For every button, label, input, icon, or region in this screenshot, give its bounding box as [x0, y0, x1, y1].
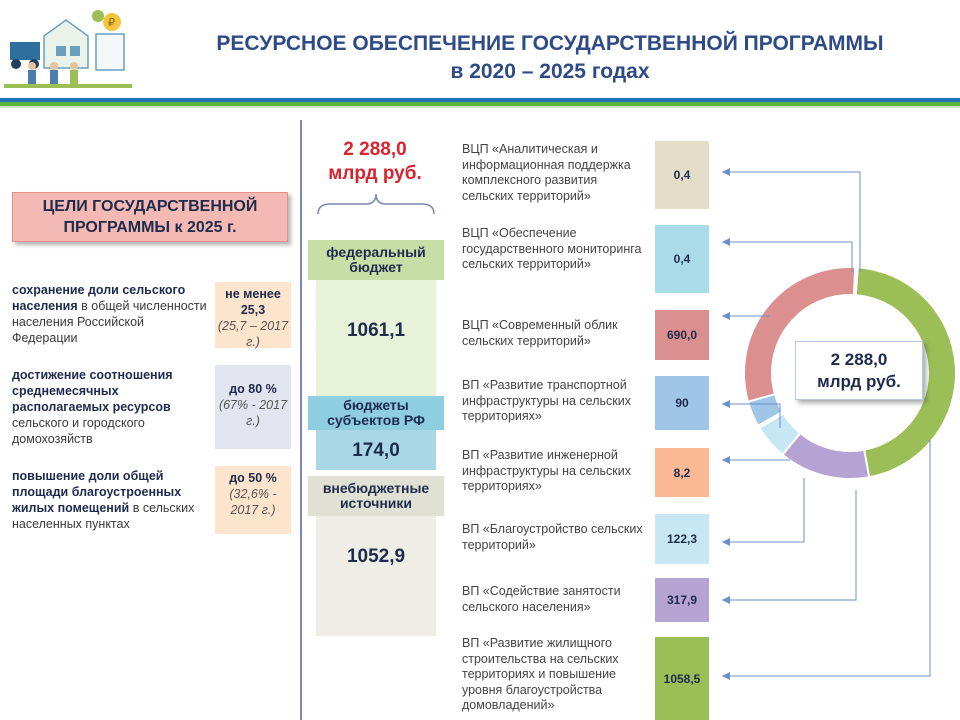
program-name: ВП «Содействие занятости сельского населения» — [462, 584, 621, 614]
goal-text-bold: повышение доли общей площади благоустроенных жилых помещений — [12, 469, 182, 515]
program-value-box: 122,3 — [655, 514, 709, 564]
federal-budget-label: федеральный бюджет — [308, 240, 444, 280]
program-value-box: 8,2 — [655, 448, 709, 497]
goal-text-rest: сельского и городского домохозяйств — [12, 416, 145, 446]
title-line-1: РЕСУРСНОЕ ОБЕСПЕЧЕНИЕ ГОСУДАРСТВЕННОЙ ПРОГРАММЫ — [216, 32, 884, 55]
goals-heading — [12, 192, 288, 242]
connector-arrow-icon — [722, 400, 730, 408]
extrabudget-label: внебюджетные источники — [308, 476, 444, 516]
connector-line — [722, 490, 856, 600]
program-name: ВЦП «Аналитическая и информационная поддержка комплексного развития сельских территорий» — [462, 142, 631, 203]
goal-text-rest: в общей численности населения Российской Федерации — [12, 299, 207, 345]
program-value-box: 0,4 — [655, 225, 709, 293]
goal-value-box-2 — [215, 365, 291, 449]
header-rule-light — [0, 106, 960, 108]
goal-value-box-3 — [215, 466, 291, 534]
program-value-box: 90 — [655, 376, 709, 430]
page-title — [150, 30, 950, 86]
funding-brace — [316, 190, 436, 218]
connector-arrow-icon — [722, 238, 730, 246]
program-value-box: 0,4 — [655, 141, 709, 209]
funding-total-unit: млрд руб. — [328, 163, 422, 184]
goal-text-3 — [12, 468, 210, 532]
goal-value: до 50 % — [229, 471, 277, 485]
goal-text-2 — [12, 367, 210, 447]
goal-text-bold: сохранение доли сельского населения — [12, 283, 186, 313]
federal-budget-value: 1061,1 — [346, 320, 406, 341]
goal-note: (67% - 2017 г.) — [218, 398, 288, 428]
program-name: ВЦП «Современный облик сельских территорий» — [462, 318, 618, 348]
program-name: ВЦП «Обеспечение государственного мониторинга сельских территорий» — [462, 226, 642, 271]
goals-heading-line-2: ПРОГРАММЫ к 2025 г. — [63, 219, 237, 236]
extrabudget-value: 1052,9 — [346, 546, 406, 567]
program-value-box: 1058,5 — [655, 637, 709, 720]
svg-text:₽: ₽ — [108, 16, 115, 29]
program-name: ВП «Развитие жилищного строительства на сельских территориях и повышение уровня благоустройства домовладений» — [462, 636, 619, 712]
goal-note: (32,6% - 2017 г.) — [229, 487, 277, 517]
program-logo-illustration — [4, 6, 132, 88]
connector-arrow-icon — [722, 456, 730, 464]
connector-arrow-icon — [722, 672, 730, 680]
regional-budget-label: бюджеты субъектов РФ — [308, 396, 444, 430]
goal-text-bold: достижение соотношения среднемесячных располагаемых ресурсов — [12, 368, 173, 414]
program-name: ВП «Благоустройство сельских территорий» — [462, 522, 643, 552]
connector-arrow-icon — [722, 596, 730, 604]
goal-value: до 80 % — [229, 382, 277, 396]
regional-budget-value: 174,0 — [352, 440, 400, 461]
goal-value: не менее 25,3 — [225, 287, 281, 317]
donut-total-box — [795, 341, 923, 400]
goal-value-box-1 — [215, 282, 291, 348]
connector-arrow-icon — [722, 538, 730, 546]
connector-line — [722, 478, 804, 542]
goal-note: (25,7 – 2017 г.) — [217, 319, 289, 349]
goal-text-1 — [12, 282, 210, 346]
program-value-box: 317,9 — [655, 578, 709, 622]
connector-arrow-icon — [722, 168, 730, 176]
funding-total-value: 2 288,0 — [343, 139, 407, 160]
funding-total — [318, 138, 432, 186]
donut-total-value: 2 288,0 — [830, 349, 888, 369]
program-name: ВП «Развитие транспортной инфраструктуры на сельских территориях» — [462, 378, 631, 423]
column-divider — [300, 120, 302, 720]
donut-total-unit: млрд руб. — [817, 371, 901, 391]
goals-heading-line-1: ЦЕЛИ ГОСУДАРСТВЕННОЙ — [42, 198, 258, 215]
title-line-2: в 2020 – 2025 годах — [450, 60, 650, 83]
program-value-box: 690,0 — [655, 310, 709, 360]
goal-text-rest: в сельских населенных пунктах — [12, 501, 195, 531]
connector-line — [722, 172, 860, 272]
program-name: ВП «Развитие инженерной инфраструктуры на сельских территориях» — [462, 448, 631, 493]
connector-arrow-icon — [722, 312, 730, 320]
